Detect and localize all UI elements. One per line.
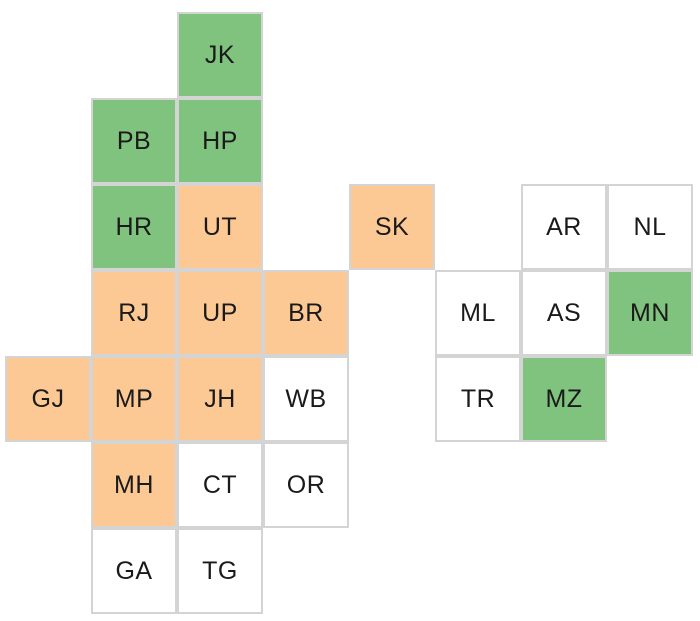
state-code-label: MN — [630, 298, 670, 327]
state-tile-tr — [435, 356, 521, 442]
state-code-label: SK — [374, 212, 410, 241]
state-tile-up — [177, 270, 263, 356]
state-code-label: CT — [202, 470, 238, 499]
state-code-label: JH — [204, 384, 236, 413]
state-tile-hr — [91, 184, 177, 270]
state-code-label: PB — [116, 126, 152, 155]
state-code-label: RJ — [118, 298, 150, 327]
state-tile-hp — [177, 98, 263, 184]
state-code-label: WB — [285, 384, 327, 413]
state-code-label: AR — [546, 212, 582, 241]
state-tile-mh — [91, 442, 177, 528]
state-code-label: MP — [114, 384, 154, 413]
state-code-label: MZ — [545, 384, 583, 413]
state-tile-ml — [435, 270, 521, 356]
state-tile-jh — [177, 356, 263, 442]
state-code-label: HP — [202, 126, 238, 155]
state-code-label: GJ — [31, 384, 65, 413]
state-tile-mn — [607, 270, 693, 356]
state-tile-pb — [91, 98, 177, 184]
state-code-label: MH — [114, 470, 154, 499]
state-tile-wb — [263, 356, 349, 442]
state-code-label: UT — [202, 212, 238, 241]
state-tile-ct — [177, 442, 263, 528]
state-tile-jk — [177, 12, 263, 98]
state-tile-rj — [91, 270, 177, 356]
state-tile-sk — [349, 184, 435, 270]
state-code-label: UP — [202, 298, 238, 327]
state-code-label: OR — [286, 470, 326, 499]
state-tile-as — [521, 270, 607, 356]
state-code-label: BR — [288, 298, 324, 327]
state-code-label: GA — [115, 556, 153, 585]
state-code-label: JK — [204, 40, 236, 69]
state-tile-or — [263, 442, 349, 528]
state-tile-nl — [607, 184, 693, 270]
state-tile-br — [263, 270, 349, 356]
state-code-label: ML — [460, 298, 496, 327]
state-tile-mz — [521, 356, 607, 442]
state-tile-ar — [521, 184, 607, 270]
state-tile-mp — [91, 356, 177, 442]
state-code-label: TR — [460, 384, 496, 413]
state-tile-gj — [5, 356, 91, 442]
state-code-label: HR — [115, 212, 153, 241]
state-code-label: AS — [546, 298, 582, 327]
state-code-label: NL — [633, 212, 667, 241]
state-tile-ga — [91, 528, 177, 614]
state-tile-tg — [177, 528, 263, 614]
state-tile-ut — [177, 184, 263, 270]
state-code-label: TG — [202, 556, 238, 585]
